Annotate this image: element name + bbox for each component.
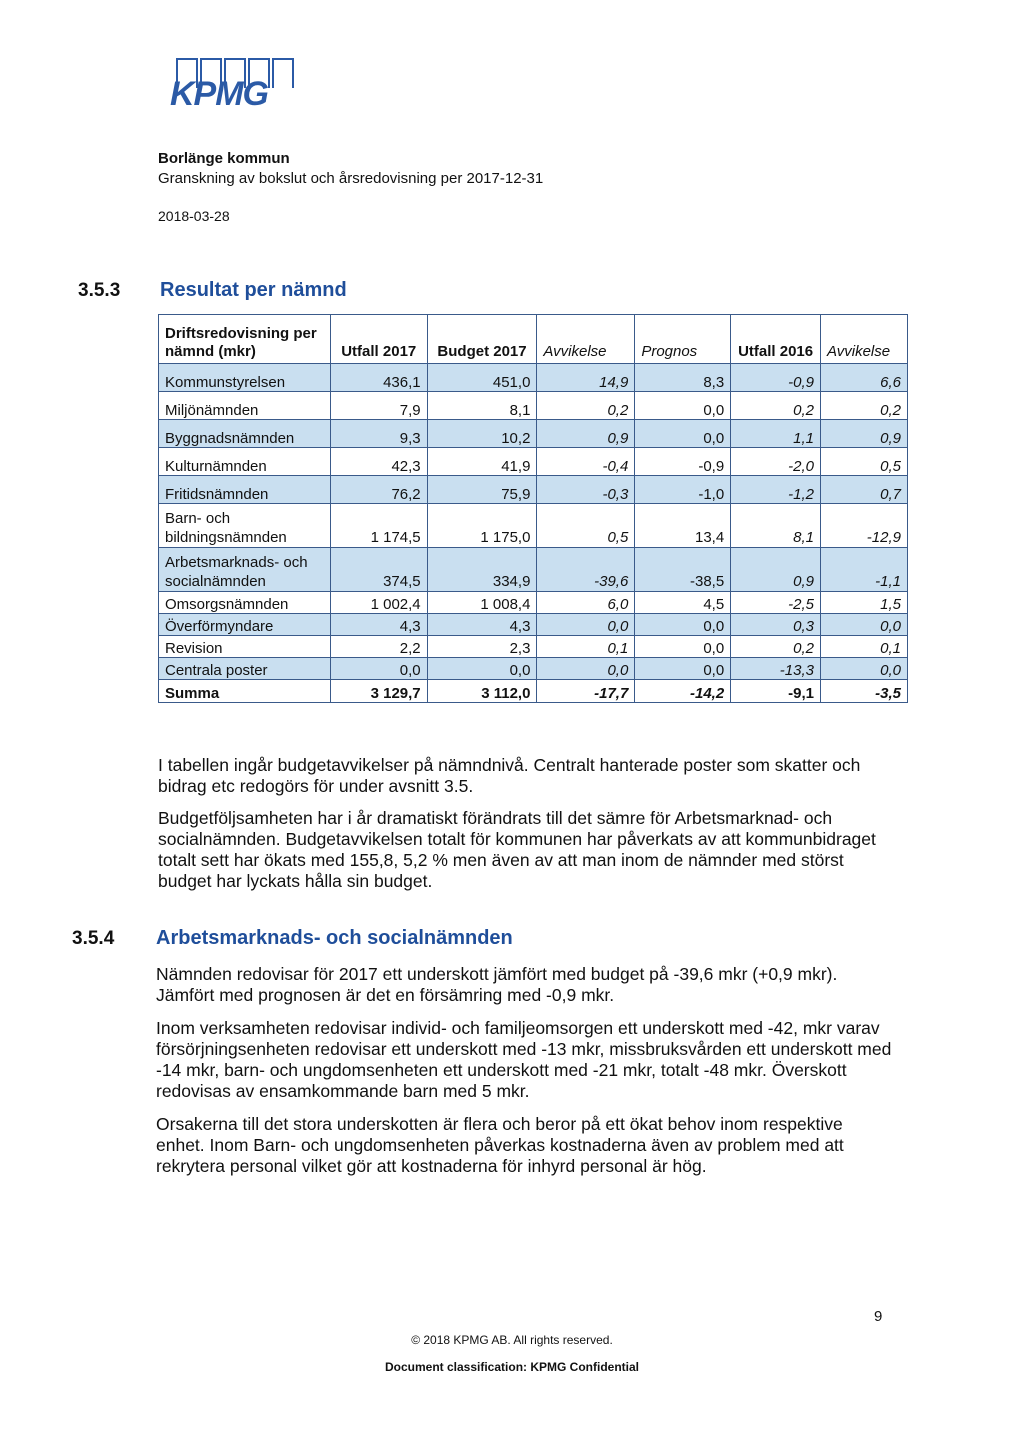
- table-cell: 0,0: [330, 658, 427, 680]
- document-classification: Document classification: KPMG Confidential: [384, 1360, 640, 1374]
- table-cell: 6,6: [821, 364, 908, 392]
- table-cell: 1 174,5: [330, 504, 427, 548]
- table-cell: 1 002,4: [330, 592, 427, 614]
- table-cell: 8,3: [635, 364, 731, 392]
- table-cell: -14,2: [635, 680, 731, 703]
- table-cell: 1,1: [731, 420, 821, 448]
- table-cell: Omsorgsnämnden: [159, 592, 331, 614]
- table-cell: -2,5: [731, 592, 821, 614]
- table-cell: 0,5: [537, 504, 635, 548]
- header-date: 2018-03-28: [158, 208, 230, 224]
- table-cell: 0,0: [635, 420, 731, 448]
- table-cell: Kulturnämnden: [159, 448, 331, 476]
- table-cell: 75,9: [427, 476, 537, 504]
- table-cell: 0,0: [537, 614, 635, 636]
- table-cell: Revision: [159, 636, 331, 658]
- table-cell: -3,5: [821, 680, 908, 703]
- table-cell: 0,2: [731, 636, 821, 658]
- table-cell: -1,0: [635, 476, 731, 504]
- table-cell: -39,6: [537, 548, 635, 592]
- section-title: Arbetsmarknads- och socialnämnden: [156, 927, 513, 949]
- table-cell: Miljönämnden: [159, 392, 331, 420]
- table-cell: Fritidsnämnden: [159, 476, 331, 504]
- table-cell: 0,0: [427, 658, 537, 680]
- table-cell: -17,7: [537, 680, 635, 703]
- table-cell: 334,9: [427, 548, 537, 592]
- table-cell: 1,5: [821, 592, 908, 614]
- body-paragraph: Inom verksamheten redovisar individ- och familjeomsorgen ett underskott med -42, mkr varav försörjningsenheten redovisar ett underskott med -13 mkr, missbruksvården ett underskott med -14 mkr, barn- och ungdomsenheten ett underskott med -21 mkr, totalt -48 mkr. Överskott redovisas av ensamkommande barn med 5 mkr.: [156, 1018, 892, 1101]
- table-cell: 3 129,7: [330, 680, 427, 703]
- table-cell: -13,3: [731, 658, 821, 680]
- table-cell: 0,9: [537, 420, 635, 448]
- body-paragraph: I tabellen ingår budgetavvikelser på nämndnivå. Centralt hanterade poster som skatter och bidrag etc redogörs för under avsnitt 3.5.: [158, 755, 861, 796]
- table-row: [159, 636, 908, 658]
- table-cell: 4,3: [427, 614, 537, 636]
- table-row: [159, 548, 908, 592]
- section-number: 3.5.3: [78, 280, 121, 301]
- table-cell: -0,4: [537, 448, 635, 476]
- table-cell: 76,2: [330, 476, 427, 504]
- column-header: Utfall 2016: [731, 315, 821, 364]
- body-paragraph: Orsakerna till det stora underskotten är flera och beror på ett ökat behov inom respektive enhet. Inom Barn- och ungdomsenheten påverkas kostnaderna även av problem med att rekrytera personal vilket gör att kostnaderna för inhyrd personal är hög.: [156, 1114, 844, 1176]
- results-table: [158, 314, 908, 703]
- page-number: 9: [874, 1308, 883, 1325]
- table-row: [159, 364, 908, 392]
- table-cell: 0,0: [537, 658, 635, 680]
- table-cell: Barn- och bildningsnämnden: [159, 504, 331, 548]
- table-cell: 2,3: [427, 636, 537, 658]
- table-cell: 1 008,4: [427, 592, 537, 614]
- table-cell: -38,5: [635, 548, 731, 592]
- table-sum-row: [159, 680, 908, 703]
- table-cell: 13,4: [635, 504, 731, 548]
- body-paragraph: Nämnden redovisar för 2017 ett underskott jämfört med budget på -39,6 mkr (+0,9 mkr). Jämfört med prognosen är det en försämring med -0,9 mkr.: [156, 964, 838, 1005]
- table-cell: 0,0: [635, 658, 731, 680]
- table-cell: 8,1: [427, 392, 537, 420]
- table-cell: 8,1: [731, 504, 821, 548]
- table-cell: -0,3: [537, 476, 635, 504]
- table-cell: 0,2: [537, 392, 635, 420]
- table-cell: 0,1: [537, 636, 635, 658]
- table-cell: 4,5: [635, 592, 731, 614]
- table-cell: 41,9: [427, 448, 537, 476]
- table-cell: 7,9: [330, 392, 427, 420]
- table-cell: Byggnadsnämnden: [159, 420, 331, 448]
- table-row: [159, 448, 908, 476]
- table-cell: Arbetsmarknads- och socialnämnden: [159, 548, 331, 592]
- header-organization: Borlänge kommun: [158, 150, 290, 167]
- table-cell: 0,0: [635, 614, 731, 636]
- table-cell: -1,2: [731, 476, 821, 504]
- table-cell: 14,9: [537, 364, 635, 392]
- table-cell: 0,2: [821, 392, 908, 420]
- table-cell: 4,3: [330, 614, 427, 636]
- table-cell: 436,1: [330, 364, 427, 392]
- table-cell: 9,3: [330, 420, 427, 448]
- table-cell: 451,0: [427, 364, 537, 392]
- table-row: [159, 392, 908, 420]
- table-cell: 0,9: [731, 548, 821, 592]
- column-header: Utfall 2017: [330, 315, 427, 364]
- column-header: Budget 2017: [427, 315, 537, 364]
- column-header: Avvikelse: [821, 315, 908, 364]
- table-cell: 10,2: [427, 420, 537, 448]
- column-header: Prognos: [635, 315, 731, 364]
- header-subtitle: Granskning av bokslut och årsredovisning per 2017-12-31: [158, 170, 544, 187]
- table-cell: -0,9: [635, 448, 731, 476]
- table-cell: Kommunstyrelsen: [159, 364, 331, 392]
- table-cell: 6,0: [537, 592, 635, 614]
- table-cell: 0,0: [635, 636, 731, 658]
- table-cell: 0,0: [821, 614, 908, 636]
- table-cell: -0,9: [731, 364, 821, 392]
- table-row: [159, 592, 908, 614]
- table-cell: Summa: [159, 680, 331, 703]
- table-cell: 0,0: [821, 658, 908, 680]
- table-cell: -2,0: [731, 448, 821, 476]
- kpmg-logo: [170, 58, 310, 113]
- table-row: [159, 614, 908, 636]
- table-cell: 42,3: [330, 448, 427, 476]
- table-cell: -9,1: [731, 680, 821, 703]
- table-row: [159, 658, 908, 680]
- logo-wordmark: KPMG: [170, 75, 268, 113]
- table-cell: 0,9: [821, 420, 908, 448]
- table-cell: 0,5: [821, 448, 908, 476]
- table-cell: 0,0: [635, 392, 731, 420]
- table-row: [159, 504, 908, 548]
- table-cell: Överförmyndare: [159, 614, 331, 636]
- copyright-notice: © 2018 KPMG AB. All rights reserved.: [411, 1333, 613, 1347]
- column-header: Driftsredovisning per nämnd (mkr): [159, 315, 331, 364]
- table-cell: -1,1: [821, 548, 908, 592]
- table-cell: 374,5: [330, 548, 427, 592]
- table-cell: 3 112,0: [427, 680, 537, 703]
- section-number: 3.5.4: [72, 928, 115, 949]
- column-header: Avvikelse: [537, 315, 635, 364]
- table-row: [159, 420, 908, 448]
- table-cell: 2,2: [330, 636, 427, 658]
- table-cell: 0,2: [731, 392, 821, 420]
- table-cell: 0,3: [731, 614, 821, 636]
- section-title: Resultat per nämnd: [160, 279, 347, 301]
- table-cell: 0,7: [821, 476, 908, 504]
- table-cell: Centrala poster: [159, 658, 331, 680]
- table-cell: -12,9: [821, 504, 908, 548]
- table-row: [159, 476, 908, 504]
- table-header-row: [159, 315, 908, 364]
- table-cell: 1 175,0: [427, 504, 537, 548]
- body-paragraph: Budgetföljsamheten har i år dramatiskt förändrats till det sämre för Arbetsmarknad- och socialnämnden. Budgetavvikelsen totalt för kommunen har påverkats av att kommunbidraget totalt sett har ökats med 155,8, 5,2 % men även av att man inom de nämnder med störst budget har lyckats hålla sin budget.: [158, 808, 876, 891]
- table-cell: 0,1: [821, 636, 908, 658]
